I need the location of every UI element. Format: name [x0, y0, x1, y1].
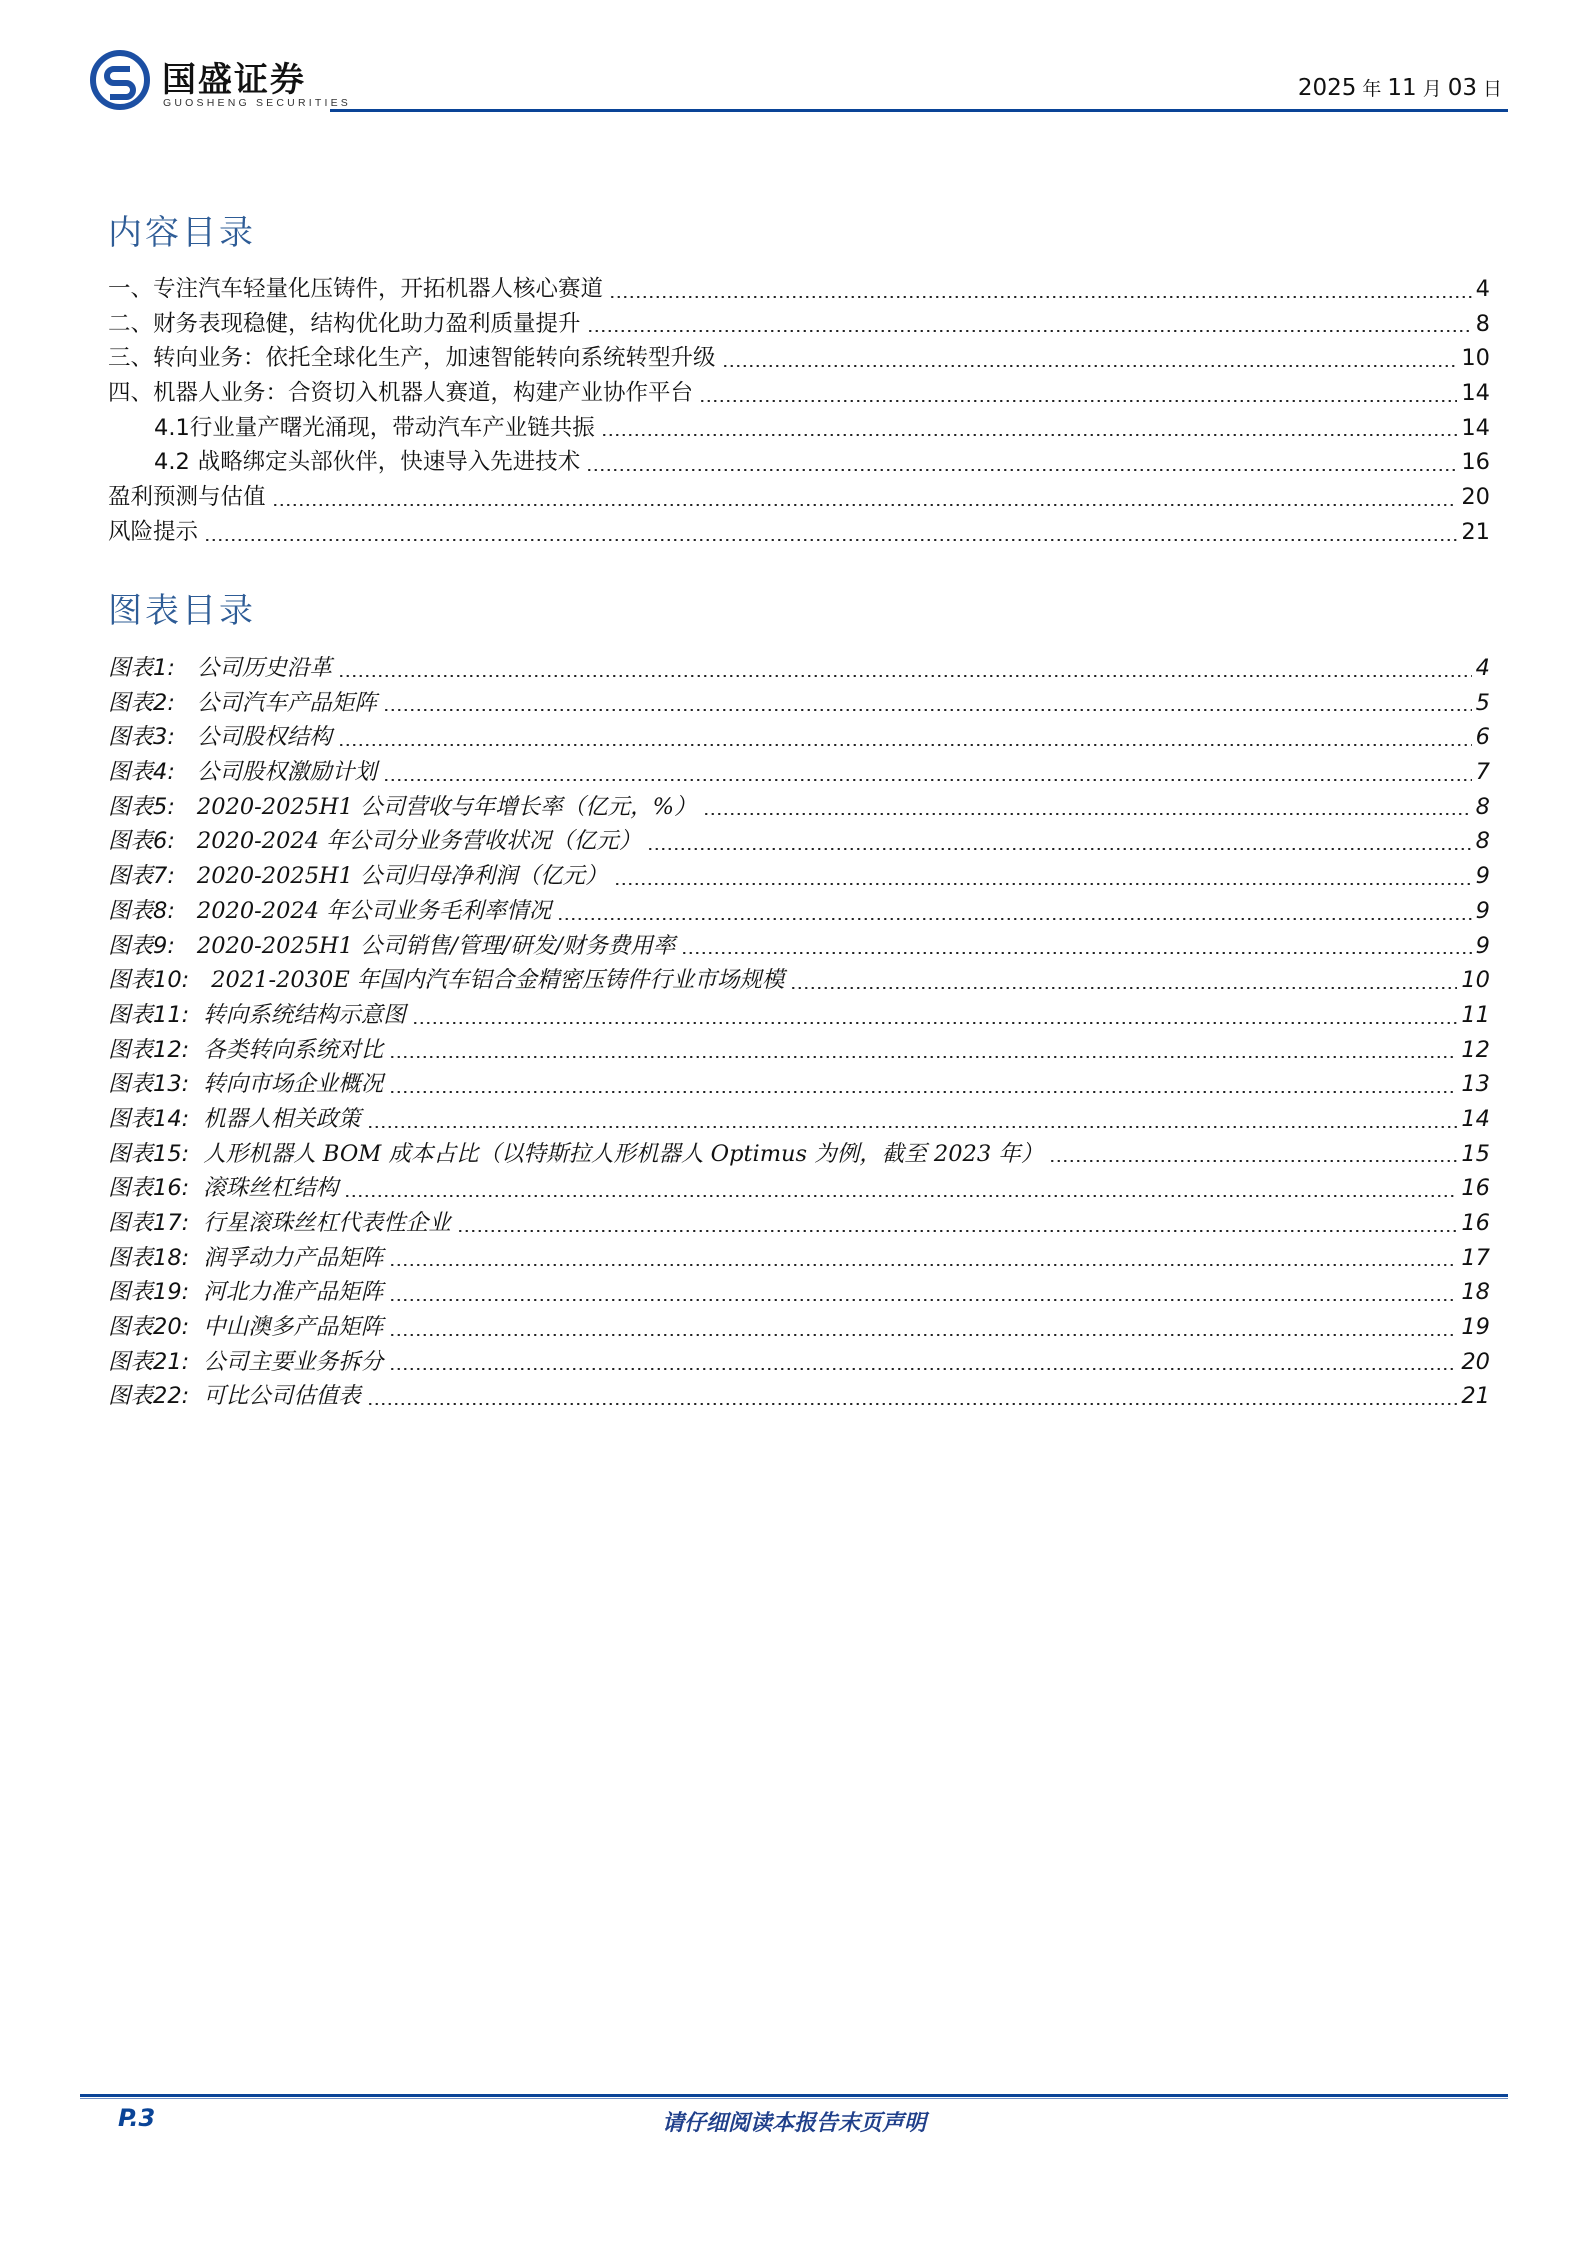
figure-page: 13 — [1461, 1071, 1490, 1098]
guosheng-logo-icon — [90, 50, 150, 110]
figure-prefix: 图表 — [108, 1140, 154, 1167]
dot-leader — [412, 1022, 1458, 1024]
figure-page: 16 — [1461, 1210, 1490, 1236]
toc-entry-label: 四、机器人业务：合资切入机器人赛道，构建产业协作平台 — [108, 380, 694, 407]
figure-number: 21: — [153, 1348, 190, 1375]
figure-label: 可比公司估值表 — [203, 1383, 361, 1410]
figure-page: 16 — [1461, 1175, 1490, 1202]
figure-page: 5 — [1475, 689, 1490, 716]
figure-label: 2021-2030E 年国内汽车铝合金精密压铸件行业市场规模 — [211, 967, 785, 994]
figure-prefix: 图表 — [108, 967, 154, 994]
dot-leader — [389, 1334, 1457, 1336]
figure-label: 公司历史沿革 — [196, 655, 332, 681]
figure-prefix: 图表 — [108, 863, 154, 890]
figure-number: 22: — [153, 1383, 190, 1410]
figure-prefix: 图表 — [108, 689, 154, 716]
figure-entry[interactable] — [108, 859, 1490, 894]
figure-entry[interactable] — [108, 1379, 1490, 1414]
figure-label: 滚珠丝杠结构 — [203, 1175, 339, 1202]
figure-number: 18: — [153, 1244, 190, 1271]
figure-page: 9 — [1475, 897, 1490, 924]
date-year-unit: 年 — [1362, 78, 1382, 100]
figure-label: 行星滚珠丝杠代表性企业 — [203, 1210, 451, 1236]
page-header — [0, 0, 1588, 130]
toc-entry[interactable] — [108, 515, 1490, 550]
figure-page: 18 — [1461, 1279, 1490, 1306]
figure-prefix: 图表 — [108, 1001, 154, 1028]
figure-number: 4: — [153, 759, 175, 786]
dot-leader — [586, 469, 1457, 471]
figure-prefix: 图表 — [108, 1175, 154, 1202]
figure-label: 河北力准产品矩阵 — [203, 1279, 384, 1306]
figure-prefix: 图表 — [108, 655, 154, 681]
date-month: 11 — [1387, 75, 1417, 101]
date-month-unit: 月 — [1422, 78, 1442, 100]
figure-label: 2020-2025H1 公司营收与年增长率（亿元，%） — [196, 793, 697, 820]
figure-label: 机器人相关政策 — [203, 1105, 361, 1132]
footer-divider-thin — [80, 2098, 1508, 2099]
figure-number: 19: — [153, 1279, 190, 1306]
brand-name-en: GUOSHENG SECURITIES — [163, 97, 351, 109]
figure-prefix: 图表 — [108, 1279, 154, 1306]
dot-leader — [681, 952, 1471, 954]
toc-entry-label: 盈利预测与估值 — [108, 484, 266, 511]
figure-page: 9 — [1475, 932, 1490, 959]
figure-prefix: 图表 — [108, 897, 154, 924]
figure-page: 10 — [1461, 967, 1490, 994]
figure-label: 公司主要业务拆分 — [203, 1348, 384, 1375]
figure-page: 14 — [1461, 1105, 1490, 1132]
dot-leader — [204, 539, 1457, 541]
dot-leader — [367, 1403, 1458, 1405]
figure-page: 12 — [1461, 1036, 1490, 1063]
figure-number: 8: — [153, 897, 175, 924]
figure-prefix: 图表 — [108, 828, 154, 855]
figure-entry[interactable] — [108, 720, 1490, 755]
toc-entry-label: 三、转向业务：依托全球化生产，加速智能转向系统转型升级 — [108, 345, 716, 372]
disclaimer-note: 请仔细阅读本报告末页声明 — [661, 2110, 926, 2136]
toc-entry-label: 二、财务表现稳健，结构优化助力盈利质量提升 — [108, 310, 581, 337]
footer-divider — [80, 2094, 1508, 2097]
figure-entry[interactable] — [108, 1137, 1490, 1172]
dot-leader — [344, 1195, 1457, 1197]
dot-leader — [722, 365, 1458, 367]
figure-label: 转向市场企业概况 — [203, 1071, 384, 1098]
figure-number: 14: — [153, 1105, 190, 1132]
figure-page: 6 — [1475, 724, 1490, 751]
figure-page: 4 — [1475, 655, 1490, 681]
dot-leader — [609, 296, 1472, 298]
date-year: 2025 — [1297, 75, 1357, 101]
brand-name-cn: 国盛证券 — [162, 60, 306, 100]
figure-label: 公司汽车产品矩阵 — [196, 689, 377, 716]
toc-entry-page: 14 — [1461, 380, 1490, 407]
figure-prefix: 图表 — [108, 724, 154, 751]
toc-entry-page: 21 — [1461, 518, 1490, 545]
dot-leader — [272, 504, 1458, 506]
toc-entry[interactable] — [108, 272, 1490, 307]
figure-entry[interactable] — [108, 686, 1490, 721]
figure-number: 1: — [153, 655, 175, 681]
figure-label: 各类转向系统对比 — [203, 1036, 384, 1063]
figure-entry[interactable] — [108, 824, 1490, 859]
figure-entry[interactable] — [108, 790, 1490, 825]
figure-entry[interactable] — [108, 998, 1490, 1033]
figure-number: 2: — [153, 689, 175, 716]
toc-entry-label: 战略绑定头部伙伴，快速导入先进技术 — [197, 449, 581, 476]
figure-entry[interactable] — [108, 1171, 1490, 1206]
dot-leader — [699, 400, 1457, 402]
figure-label: 转向系统结构示意图 — [203, 1001, 406, 1028]
toc-entry-page: 8 — [1475, 310, 1490, 337]
figure-label: 2020-2025H1 公司归母净利润（亿元） — [196, 863, 608, 890]
figure-label: 人形机器人 BOM 成本占比（以特斯拉人形机器人 Optimus 为例，截至 2023 年） — [203, 1140, 1044, 1167]
figure-prefix: 图表 — [108, 932, 154, 959]
figure-number: 6: — [153, 828, 175, 855]
dot-leader — [338, 675, 1472, 677]
figure-number: 3: — [153, 724, 175, 751]
dot-leader — [389, 1368, 1457, 1370]
figure-prefix: 图表 — [108, 1210, 154, 1236]
figure-page: 19 — [1461, 1314, 1490, 1341]
figures-title: 图表目录 — [108, 591, 256, 631]
toc-entry-page: 16 — [1461, 449, 1490, 476]
dot-leader — [587, 330, 1472, 332]
figure-number: 5: — [153, 793, 175, 820]
contents-list — [108, 272, 1490, 550]
figure-label: 2020-2024 年公司业务毛利率情况 — [196, 897, 552, 924]
dot-leader — [557, 918, 1471, 920]
toc-entry[interactable] — [108, 376, 1490, 411]
figure-label: 公司股权激励计划 — [196, 759, 377, 786]
dot-leader — [457, 1230, 1458, 1232]
dot-leader — [1049, 1160, 1457, 1162]
figure-label: 2020-2025H1 公司销售/管理/研发/财务费用率 — [196, 932, 676, 959]
figure-page: 11 — [1461, 1001, 1490, 1028]
figure-number: 20: — [153, 1314, 190, 1341]
figure-entry[interactable] — [108, 1345, 1490, 1380]
figure-prefix: 图表 — [108, 759, 154, 786]
toc-subentry[interactable] — [108, 445, 1490, 480]
figure-prefix: 图表 — [108, 1105, 154, 1132]
figure-prefix: 图表 — [108, 1244, 154, 1271]
figure-page: 20 — [1461, 1348, 1490, 1375]
figure-page: 8 — [1475, 828, 1490, 855]
toc-subentry[interactable] — [108, 411, 1490, 446]
figure-number: 9: — [153, 932, 175, 959]
toc-entry-page: 14 — [1461, 414, 1490, 441]
figure-entry[interactable] — [108, 1102, 1490, 1137]
dot-leader — [389, 1056, 1457, 1058]
dot-leader — [389, 1264, 1457, 1266]
figure-prefix: 图表 — [108, 1314, 154, 1341]
dot-leader — [790, 987, 1457, 989]
dot-leader — [703, 813, 1472, 815]
figure-entry[interactable] — [108, 894, 1490, 929]
figure-prefix: 图表 — [108, 1036, 154, 1063]
figure-prefix: 图表 — [108, 1071, 154, 1098]
figure-prefix: 图表 — [108, 1383, 154, 1410]
figure-number: 17: — [153, 1210, 190, 1236]
toc-entry[interactable] — [108, 341, 1490, 376]
figure-entry[interactable] — [108, 963, 1490, 998]
figure-entry[interactable] — [108, 1310, 1490, 1345]
dot-leader — [389, 1091, 1457, 1093]
figure-entry[interactable] — [108, 1275, 1490, 1310]
figure-label: 润孚动力产品矩阵 — [203, 1244, 384, 1271]
figure-number: 16: — [153, 1175, 190, 1202]
figure-prefix: 图表 — [108, 793, 154, 820]
figure-entry[interactable] — [108, 1241, 1490, 1276]
page-number: P.3 — [118, 2104, 156, 2132]
figure-number: 7: — [153, 863, 175, 890]
toc-entry[interactable] — [108, 307, 1490, 342]
toc-entry[interactable] — [108, 480, 1490, 515]
toc-entry-page: 10 — [1461, 345, 1490, 372]
toc-subentry-number: 4.1 — [154, 414, 190, 441]
figure-page: 9 — [1475, 863, 1490, 890]
header-divider — [330, 109, 1508, 112]
figure-page: 8 — [1475, 793, 1490, 820]
figure-entry[interactable] — [108, 929, 1490, 964]
date-day: 03 — [1447, 75, 1477, 101]
dot-leader — [338, 744, 1472, 746]
figure-prefix: 图表 — [108, 1348, 154, 1375]
dot-leader — [383, 779, 1472, 781]
figure-entry[interactable] — [108, 1067, 1490, 1102]
toc-entry-label: 行业量产曙光涌现，带动汽车产业链共振 — [189, 414, 595, 441]
figure-entry[interactable] — [108, 651, 1490, 686]
figure-entry[interactable] — [108, 1033, 1490, 1068]
figure-page: 17 — [1461, 1244, 1490, 1271]
figure-label: 中山澳多产品矩阵 — [203, 1314, 384, 1341]
figure-number: 10: — [153, 967, 190, 994]
figure-entry[interactable] — [108, 1206, 1490, 1241]
figure-label: 公司股权结构 — [196, 724, 332, 751]
figures-list — [108, 651, 1490, 1414]
toc-entry-label: 风险提示 — [108, 518, 199, 545]
figure-page: 7 — [1475, 759, 1490, 786]
date-day-unit: 日 — [1482, 78, 1502, 100]
toc-entry-page: 20 — [1461, 484, 1490, 511]
dot-leader — [614, 883, 1472, 885]
report-date — [1298, 74, 1508, 101]
dot-leader — [601, 434, 1458, 436]
dot-leader — [389, 1299, 1457, 1301]
figure-label: 2020-2024 年公司分业务营收状况（亿元） — [196, 828, 642, 855]
dot-leader — [383, 709, 1472, 711]
figure-number: 13: — [153, 1071, 190, 1098]
figure-page: 15 — [1461, 1140, 1490, 1167]
toc-entry-label: 一、专注汽车轻量化压铸件，开拓机器人核心赛道 — [108, 276, 604, 302]
contents-title: 内容目录 — [108, 213, 256, 253]
dot-leader — [367, 1126, 1458, 1128]
toc-subentry-number: 4.2 — [154, 449, 190, 476]
figure-entry[interactable] — [108, 755, 1490, 790]
figure-number: 15: — [153, 1140, 190, 1167]
toc-entry-page: 4 — [1475, 276, 1490, 302]
figure-number: 11: — [153, 1001, 190, 1028]
figure-page: 21 — [1461, 1383, 1490, 1410]
figure-number: 12: — [153, 1036, 190, 1063]
dot-leader — [647, 848, 1471, 850]
